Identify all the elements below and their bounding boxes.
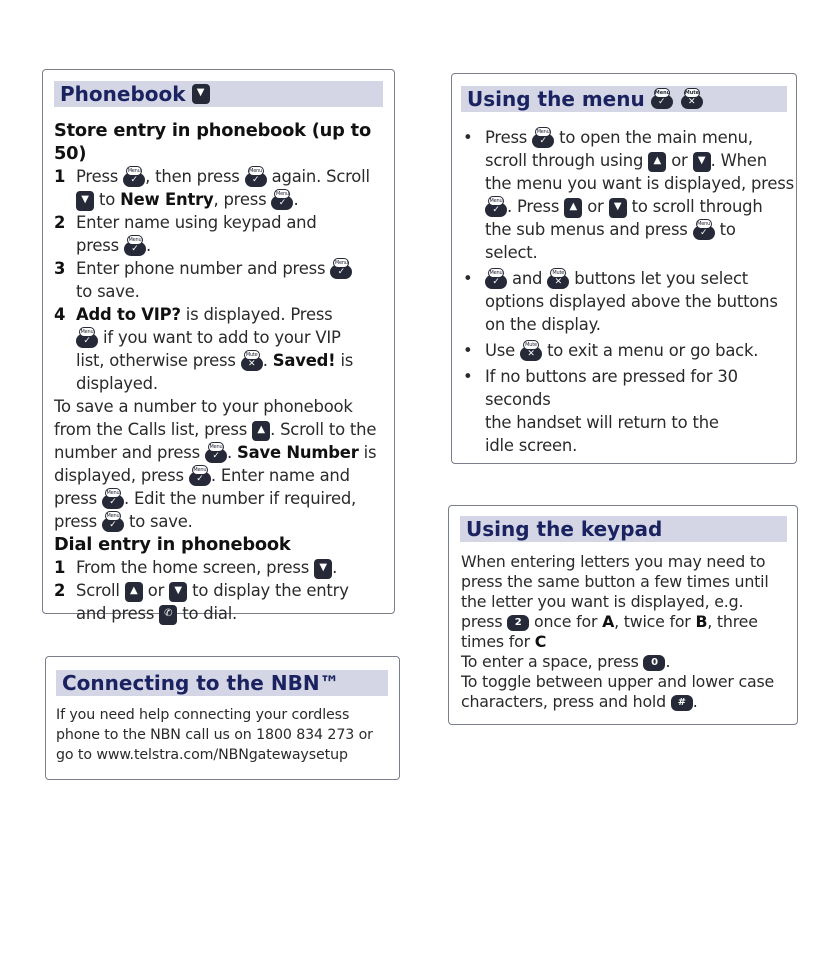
- phonebook-body: [54, 119, 394, 625]
- phonebook-key-icon: ▼: [693, 152, 711, 172]
- mute-key-icon: Mute ✕: [520, 347, 542, 361]
- keypad-title: Using the keypad: [466, 517, 663, 541]
- phonebook-key-icon: ▼: [169, 582, 187, 602]
- nbn-title: Connecting to the NBN™: [62, 671, 340, 695]
- store-step-4: 4 Add to VIP? is displayed. Press Menu ✓ if you want to add to your VIP list, otherwise press Mute ✕ . Saved! is displayed.: [54, 305, 354, 393]
- menu-key-icon: Menu ✓: [102, 518, 124, 532]
- store-step-2: 2 Enter name using keypad and press Menu ✓ .: [54, 213, 317, 255]
- nbn-panel: [45, 656, 400, 780]
- store-step-3: 3 Enter phone number and press Menu ✓ to save.: [54, 257, 394, 303]
- phonebook-title: Phonebook: [60, 82, 186, 106]
- phonebook-key-icon: ▼: [609, 198, 627, 218]
- menu-key-icon: Menu ✓: [485, 275, 507, 289]
- menu-key-icon: Menu ✓: [693, 226, 715, 240]
- key-0-icon: 0: [643, 655, 665, 671]
- keypad-panel: [448, 505, 798, 725]
- dial-step-2: 2 Scroll ▲ or ▼ to display the entry and press ✆ to dial.: [54, 581, 349, 623]
- menu-bullet-1: • Press Menu ✓ to open the main menu, scroll through using ▲ or ▼ . When the menu you want is displayed, press Menu ✓ . Press ▲ or ▼ to scroll through the sub menus and press Menu ✓ to select.: [463, 128, 794, 262]
- menu-heading: [461, 86, 787, 112]
- menu-key-icon: Menu ✓: [485, 203, 507, 217]
- store-step-1: 1 Press Menu ✓ , then press Menu ✓ again. Scroll ▼ to New Entry, press Menu ✓ .: [54, 167, 370, 209]
- calls-key-icon: ▲: [252, 421, 270, 441]
- phonebook-key-icon: ▼: [314, 559, 332, 579]
- keypad-line-8: characters, press and hold # .: [461, 692, 698, 711]
- dial-step-1: 1 From the home screen, press ▼ .: [54, 558, 338, 577]
- menu-key-icon: Menu ✓: [271, 196, 293, 210]
- mute-key-icon: Mute ✕: [681, 95, 703, 109]
- phonebook-key-icon: ▼: [76, 191, 94, 211]
- dial-heading: Dial entry in phonebook: [54, 534, 291, 555]
- phonebook-heading: [54, 81, 383, 107]
- keypad-line-5: times for C: [461, 632, 547, 651]
- phonebook-icon: ▼: [192, 84, 210, 104]
- menu-key-icon: Menu ✓: [651, 95, 673, 109]
- key-2-icon: 2: [507, 615, 529, 631]
- menu-bullet-3: • Use Mute ✕ to exit a menu or go back.: [463, 341, 759, 360]
- keypad-heading: [460, 516, 787, 542]
- calls-list-paragraph: To save a number to your phonebook from the Calls list, press ▲ . Scroll to the number and press Menu ✓ . Save Number is displayed, press Menu ✓ . Enter name and press Menu ✓ . Edit the number if required, press Menu ✓ to save.: [54, 397, 377, 531]
- key-hash-icon: #: [671, 695, 693, 711]
- menu-key-icon: Menu ✓: [124, 242, 146, 256]
- mute-key-icon: Mute ✕: [547, 275, 569, 289]
- keypad-line-4: press 2 once for A, twice for B, three: [461, 612, 758, 631]
- menu-panel: [451, 73, 797, 464]
- keypad-body: When entering letters you may need to press the same button a few times until the letter you want is displayed, e.g. press 2 once for A, twice for B, three times for C To enter a space, press 0 . To toggle between upper and lower case characters, press and hold # .: [461, 552, 795, 712]
- calls-key-icon: ▲: [564, 198, 582, 218]
- menu-bullet-2: • Menu ✓ and Mute ✕ buttons let you select options displayed above the buttons on the display.: [463, 269, 778, 334]
- nbn-heading: [56, 670, 388, 696]
- menu-body: [461, 126, 797, 457]
- menu-key-icon: Menu ✓: [532, 134, 554, 148]
- menu-key-icon: Menu ✓: [245, 173, 267, 187]
- menu-bullet-4: • If no buttons are pressed for 30 seconds the handset will return to the idle screen.: [463, 367, 738, 455]
- menu-key-icon: Menu ✓: [330, 265, 352, 279]
- mute-key-icon: Mute ✕: [241, 357, 263, 371]
- calls-key-icon: ▲: [125, 582, 143, 602]
- store-heading: Store entry in phonebook (up to 50): [54, 120, 371, 164]
- menu-key-icon: Menu ✓: [76, 334, 98, 348]
- menu-key-icon: Menu ✓: [205, 449, 227, 463]
- phonebook-panel: [42, 69, 395, 623]
- menu-title: Using the menu: [467, 87, 645, 111]
- menu-key-icon: Menu ✓: [189, 472, 211, 486]
- keypad-line-6: To enter a space, press 0 .: [461, 652, 671, 671]
- menu-key-icon: Menu ✓: [102, 495, 124, 509]
- nbn-body: If you need help connecting your cordless phone to the NBN call us on 1800 834 273 or go to www.telstra.com/NBNgatewaysetup: [56, 707, 373, 763]
- menu-key-icon: Menu ✓: [123, 173, 145, 187]
- calls-key-icon: ▲: [648, 152, 666, 172]
- talk-key-icon: ✆: [159, 605, 177, 625]
